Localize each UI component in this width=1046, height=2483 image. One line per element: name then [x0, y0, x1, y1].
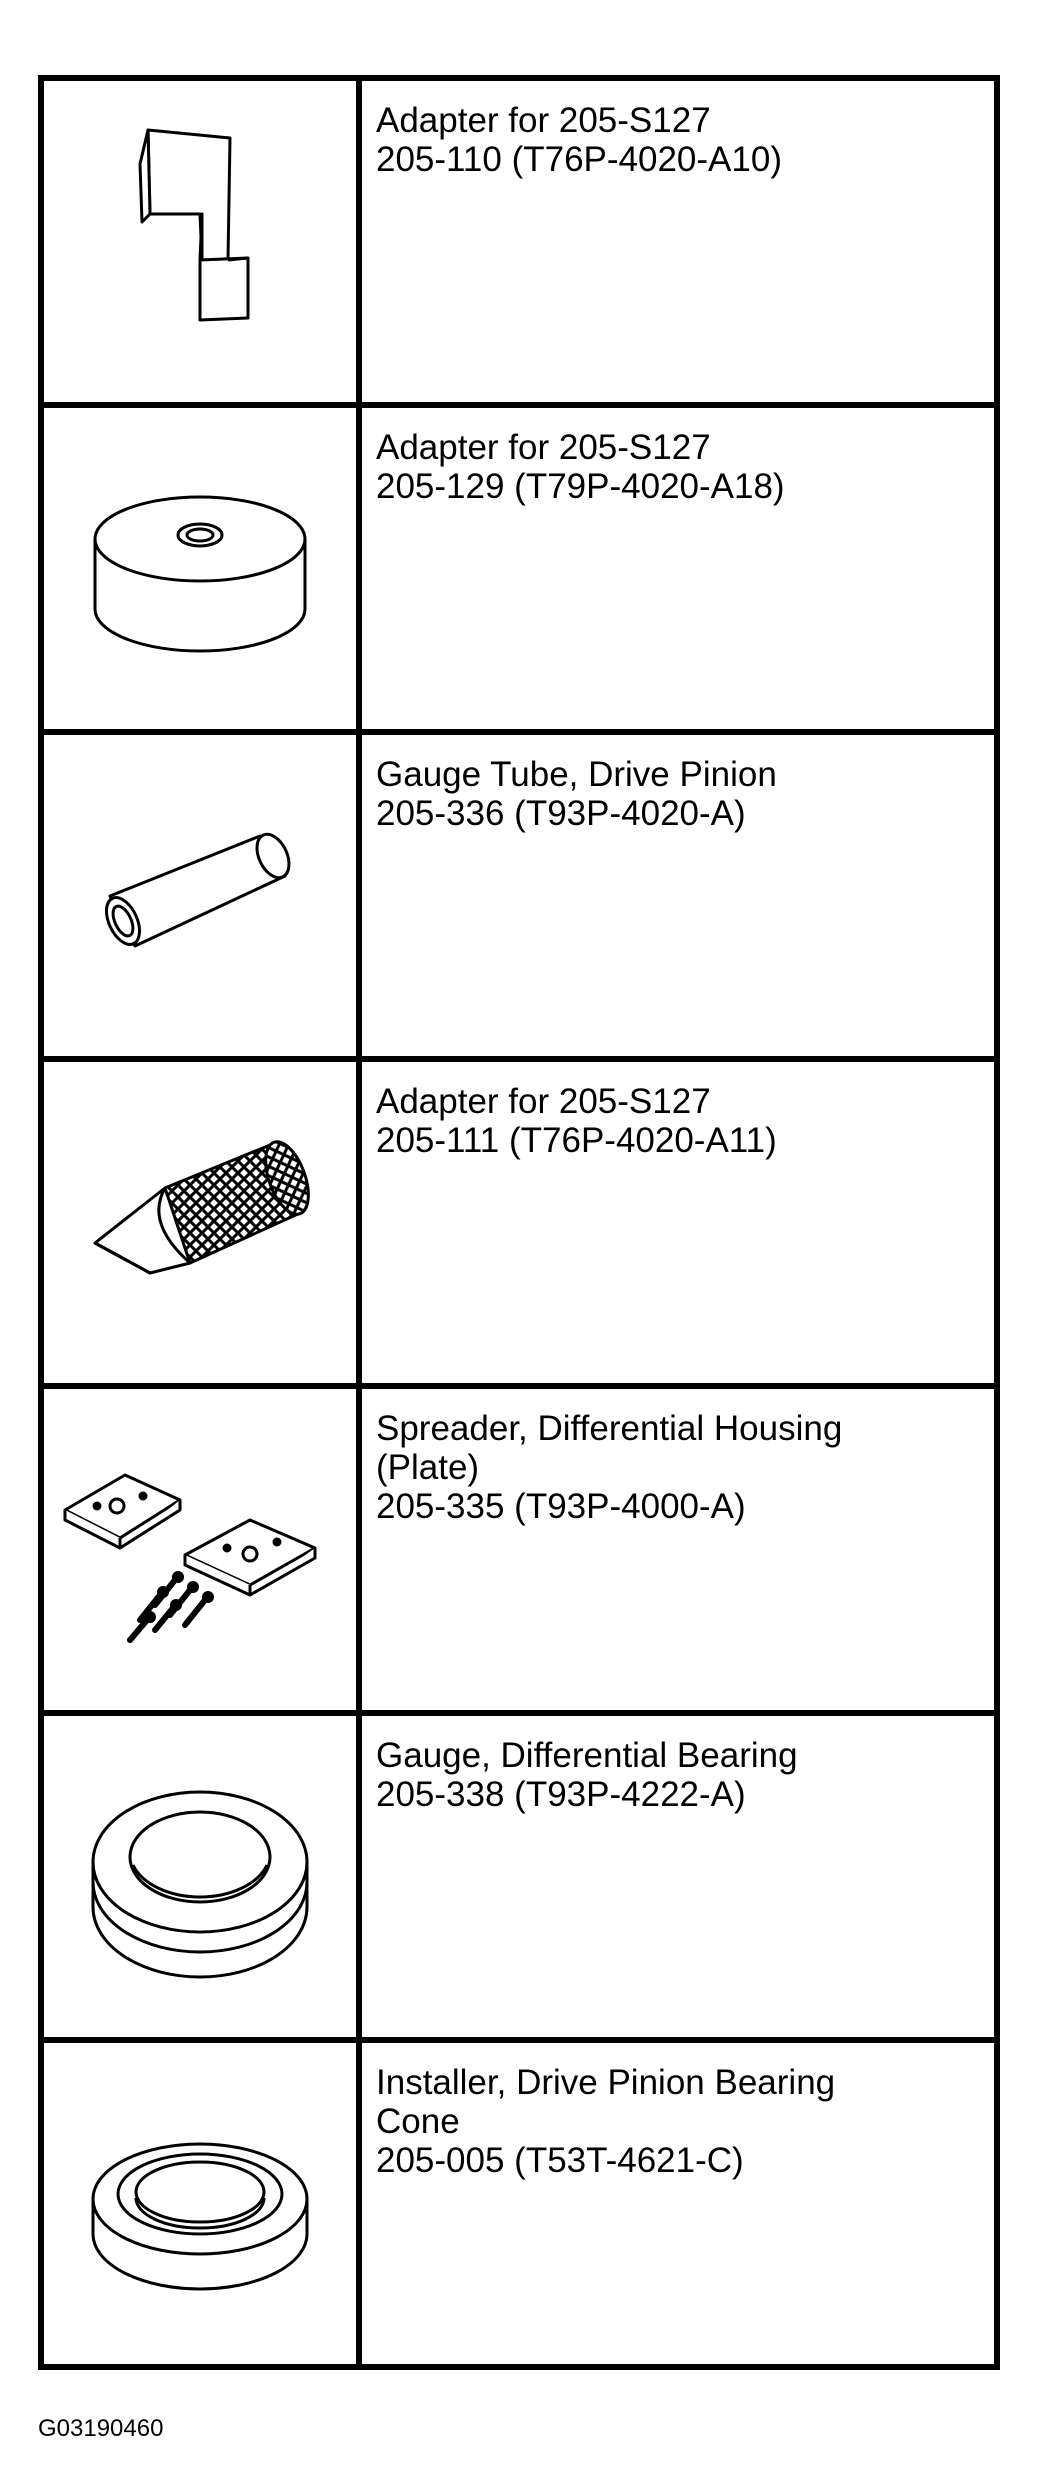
- tool-description: [359, 1386, 997, 1713]
- tool-row: [41, 732, 997, 1059]
- tool-part-number: 205-005 (T53T-4621-C): [376, 2141, 744, 2180]
- bearing-gauge-ring-icon: [75, 1757, 325, 1997]
- tool-part-number: 205-110 (T76P-4020-A10): [376, 140, 782, 179]
- tool-part-number: 205-111 (T76P-4020-A11): [376, 1121, 777, 1160]
- figure-code: G03190460: [38, 2415, 164, 2442]
- gauge-tube-icon: [70, 796, 330, 996]
- tool-name-continued: Cone: [376, 2102, 460, 2141]
- tool-name: Gauge Tube, Drive Pinion: [376, 755, 777, 794]
- tool-name: Installer, Drive Pinion Bearing: [376, 2063, 836, 2102]
- tool-part-number: 205-336 (T93P-4020-A): [376, 794, 746, 833]
- disc-adapter-icon: [75, 469, 325, 669]
- tool-row: [41, 2040, 997, 2367]
- tool-name: Spreader, Differential Housing: [376, 1409, 843, 1448]
- tool-description: [359, 732, 997, 1059]
- tool-name: Adapter for 205-S127: [376, 428, 711, 467]
- tool-name-continued: (Plate): [376, 1448, 480, 1487]
- tool-description: [359, 2040, 997, 2367]
- bearing-cone-installer-icon: [75, 2094, 325, 2314]
- angle-adapter-icon: [130, 122, 270, 362]
- spreader-plates-icon: [55, 1430, 345, 1670]
- tool-image-cell: [41, 78, 359, 405]
- tool-name: Adapter for 205-S127: [376, 1082, 711, 1121]
- tool-row: [41, 78, 997, 405]
- tool-image-cell: [41, 732, 359, 1059]
- tool-image-cell: [41, 1059, 359, 1386]
- tool-name: Gauge, Differential Bearing: [376, 1736, 798, 1775]
- knurled-adapter-icon: [70, 1113, 330, 1333]
- tool-part-number: 205-129 (T79P-4020-A18): [376, 467, 785, 506]
- tool-part-number: 205-338 (T93P-4222-A): [376, 1775, 746, 1814]
- tool-row: [41, 405, 997, 732]
- tool-description: [359, 1713, 997, 2040]
- tool-image-cell: [41, 1386, 359, 1713]
- special-tools-table: [38, 75, 1000, 2370]
- tool-row: [41, 1713, 997, 2040]
- tool-image-cell: [41, 405, 359, 732]
- tool-row: [41, 1386, 997, 1713]
- tool-name: Adapter for 205-S127: [376, 101, 711, 140]
- tool-image-cell: [41, 2040, 359, 2367]
- tool-image-cell: [41, 1713, 359, 2040]
- tool-description: [359, 405, 997, 732]
- tool-description: [359, 1059, 997, 1386]
- tool-description: [359, 78, 997, 405]
- tool-part-number: 205-335 (T93P-4000-A): [376, 1487, 746, 1526]
- tool-row: [41, 1059, 997, 1386]
